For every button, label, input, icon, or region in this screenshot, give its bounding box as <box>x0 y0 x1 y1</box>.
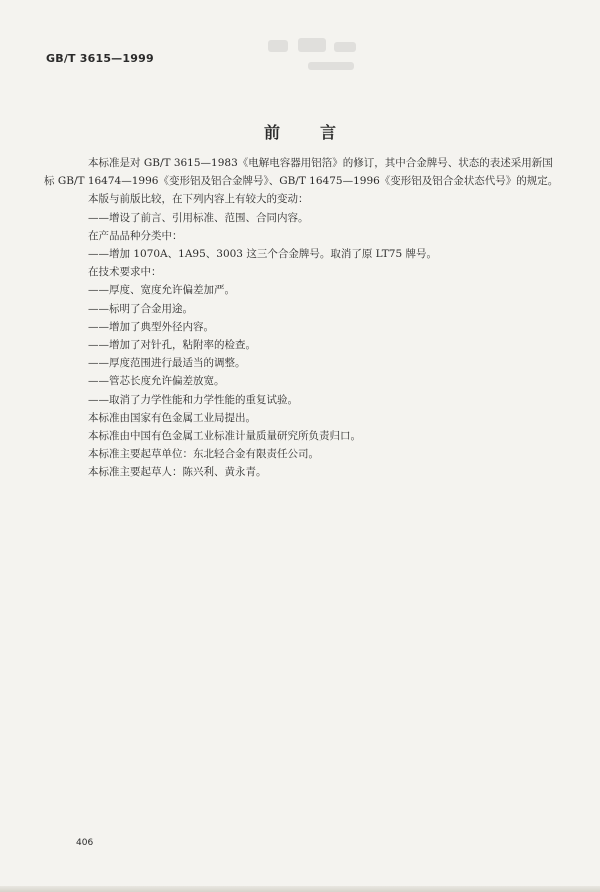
paragraph-line: 本标准主要起草人：陈兴利、黄永青。 <box>88 466 267 479</box>
paragraph-line: ——取消了力学性能和力学性能的重复试验。 <box>88 393 298 406</box>
paragraph-line: ——管芯长度允许偏差放宽。 <box>88 375 225 388</box>
paragraph-line: 标 GB/T 16474—1996《变形铝及铝合金牌号》、GB/T 16475—1996《变形铝及铝合金状态代号》的规定。 <box>44 175 559 188</box>
paragraph-line: 本标准由国家有色金属工业局提出。 <box>88 411 256 424</box>
page-number: 406 <box>76 838 94 848</box>
page-title: 前言 <box>263 123 376 142</box>
faint-stamp-mark <box>268 36 388 80</box>
paragraph-line: ——增加 1070A、1A95、3003 这三个合金牌号。取消了原 LT75 牌号。 <box>88 248 437 261</box>
paragraph-line: 本标准主要起草单位：东北轻合金有限责任公司。 <box>88 448 319 461</box>
paragraph-line: 在产品品种分类中： <box>88 229 183 242</box>
paragraph-line: 本版与前版比较，在下列内容上有较大的变动： <box>88 193 309 206</box>
paragraph-line: ——增设了前言、引用标准、范围、合同内容。 <box>88 211 309 224</box>
foreword-body <box>44 154 566 482</box>
paragraph-line: ——厚度范围进行最适当的调整。 <box>88 357 246 370</box>
paragraph-line: ——增加了典型外径内容。 <box>88 320 214 333</box>
paragraph-line: 本标准由中国有色金属工业标准计量质量研究所负责归口。 <box>88 430 361 443</box>
paragraph-line: ——标明了合金用途。 <box>88 302 193 315</box>
paragraph-line: 在技术要求中： <box>88 266 162 279</box>
paragraph-line: ——增加了对针孔，粘附率的检查。 <box>88 339 256 352</box>
paragraph-line: ——厚度、宽度允许偏差加严。 <box>88 284 235 297</box>
page-bottom-edge <box>0 886 600 892</box>
paragraph-line: 本标准是对 GB/T 3615—1983《电解电容器用铝箔》的修订，其中合金牌号、状态的表述采用新国 <box>88 157 553 169</box>
standard-code: GB/T 3615—1999 <box>46 52 154 65</box>
